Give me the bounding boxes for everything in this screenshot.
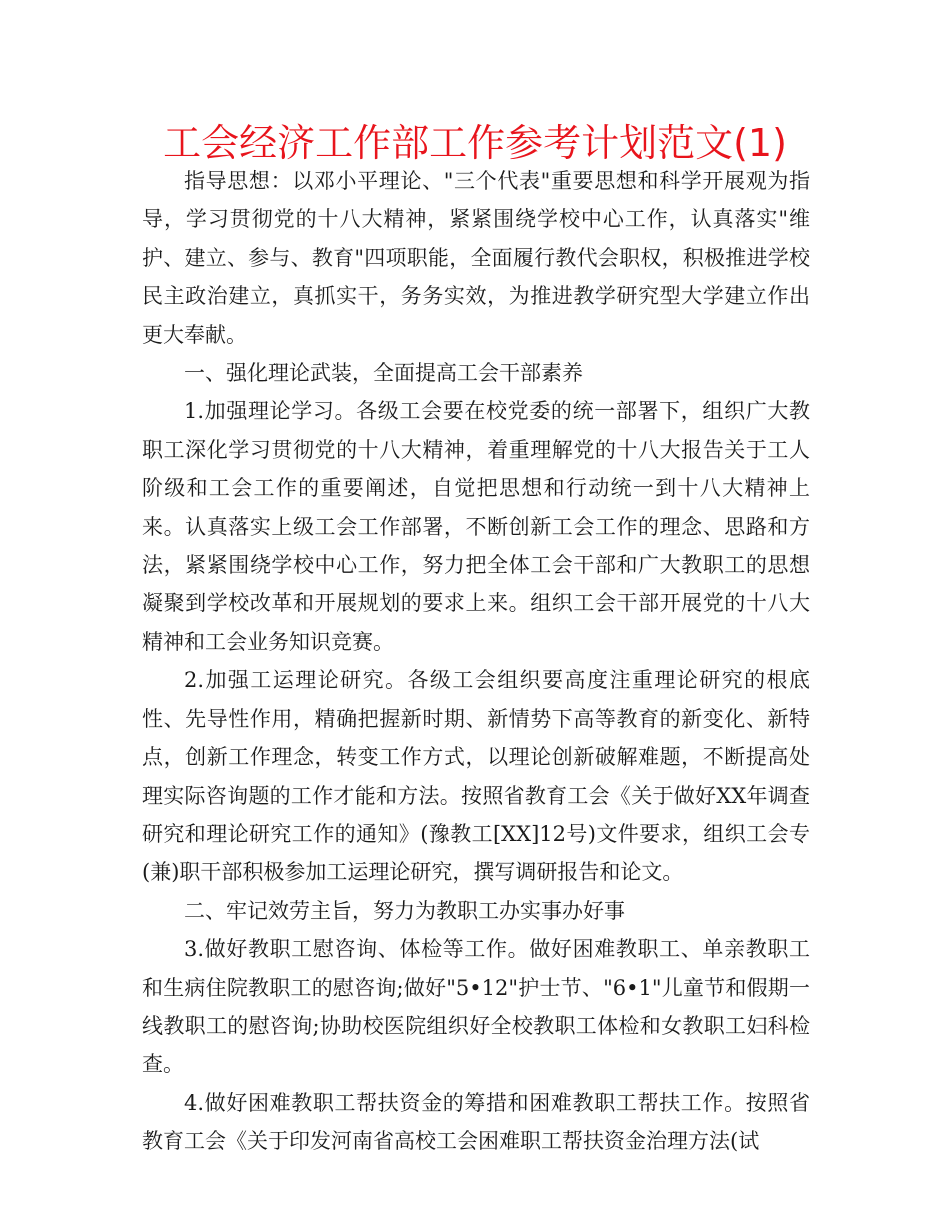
paragraph-item-3: 3.做好教职工慰咨询、体检等工作。做好困难教职工、单亲教职工和生病住院教职工的慰咨询;做好"5•12"护士节、"6•1"儿童节和假期一线教职工的慰咨询;协助校医院组织好全校教职工体检和女教职工妇科检查。 bbox=[142, 937, 810, 1077]
paragraph-item-4: 4.做好困难教职工帮扶资金的筹措和困难教职工帮扶工作。按照省教育工会《关于印发河南省高校工会困难职工帮扶资金治理方法(试 bbox=[142, 1090, 810, 1154]
paragraph-guiding-ideology: 指导思想：以邓小平理论、"三个代表"重要思想和科学开展观为指导，学习贯彻党的十八大精神，紧紧围绕学校中心工作，认真落实"维护、建立、参与、教育"四项职能，全面履行教代会职权，积极推进学校民主政治建立，真抓实干，务务实效，为推进教学研究型大学建立作出更大奉献。 bbox=[142, 169, 810, 347]
paragraph-item-1: 1.加强理论学习。各级工会要在校党委的统一部署下，组织广大教职工深化学习贯彻党的十八大精神，着重理解党的十八大报告关于工人阶级和工会工作的重要阐述，自觉把思想和行动统一到十八大精神上来。认真落实上级工会工作部署，不断创新工会工作的理念、思路和方法，紧紧围绕学校中心工作，努力把全体工会干部和广大教职工的思想凝聚到学校改革和开展规划的要求上来。组织工会干部开展党的十八大精神和工会业务知识竞赛。 bbox=[142, 399, 810, 654]
section-heading-1: 一、强化理论武装，全面提高工会干部素养 bbox=[184, 361, 583, 386]
paragraph-item-2: 2.加强工运理论研究。各级工会组织要高度注重理论研究的根底性、先导性作用，精确把握新时期、新情势下高等教育的新变化、新特点，创新工作理念，转变工作方式，以理论创新破解难题，不断提高处理实际咨询题的工作才能和方法。按照省教育工会《关于做好XX年调查研究和理论研究工作的通知》(豫教工[XX]12号)文件要求，组织工会专(兼)职干部积极参加工运理论研究，撰写调研报告和论文。 bbox=[142, 668, 810, 885]
document-body bbox=[142, 162, 810, 1161]
document-title: 工会经济工作部工作参考计划范文(1) bbox=[163, 121, 787, 165]
section-heading-2: 二、牢记效劳主旨，努力为教职工办实事办好事 bbox=[184, 898, 625, 923]
